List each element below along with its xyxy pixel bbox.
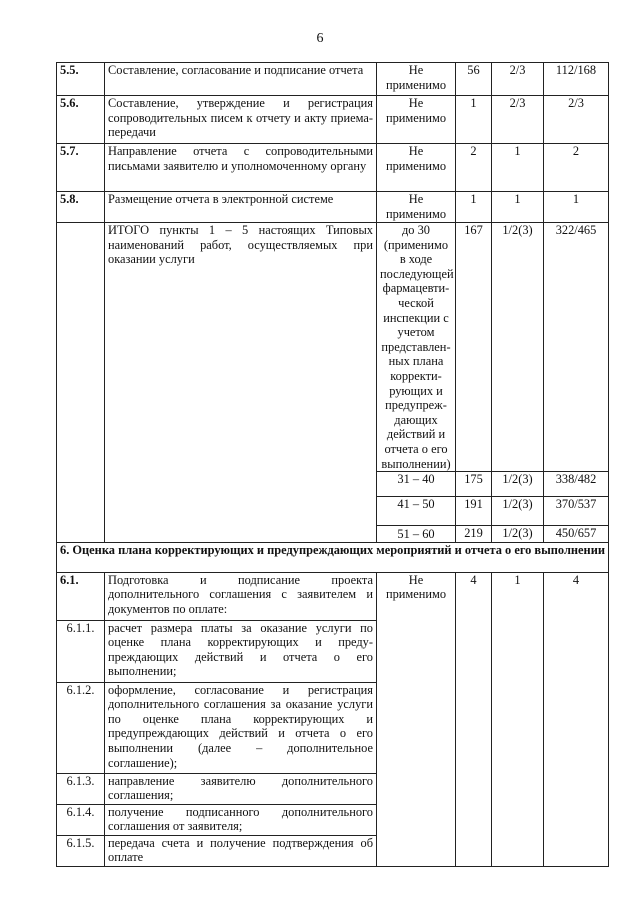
item-description: Размещение отчета в электронной системе xyxy=(105,192,377,223)
table-row xyxy=(57,96,609,144)
item-number: 5.7. xyxy=(57,144,105,192)
total-value-2: 1/2(3) xyxy=(492,526,544,543)
total-value-3: 370/537 xyxy=(544,497,609,526)
item-number: 6.1.2. xyxy=(57,682,105,773)
total-value-1: 191 xyxy=(456,497,492,526)
item-value-3: 2/3 xyxy=(544,96,609,144)
item-number: 6.1. xyxy=(57,572,105,620)
total-description: ИТОГО пункты 1 – 5 настоящих Типовых наименований работ, осуществляемых при оказании услуги xyxy=(105,223,377,543)
item-value-1: 4 xyxy=(456,572,492,866)
item-applicability: Не применимо xyxy=(377,63,456,96)
item-applicability: Не применимо xyxy=(377,192,456,223)
item-applicability: Не применимо xyxy=(377,144,456,192)
item-description: передача счета и получение подтверждения об оплате xyxy=(105,835,377,866)
total-row xyxy=(57,223,609,472)
item-value-3: 2 xyxy=(544,144,609,192)
item-description: направление заявителю дополнительного соглашения; xyxy=(105,773,377,804)
works-table xyxy=(56,62,609,867)
total-value-1: 175 xyxy=(456,472,492,497)
item-description: расчет размера платы за оказание услуги по оценке плана корректирующих и преду-преждающих действий и отчета о его выполнении; xyxy=(105,620,377,682)
item-number: 6.1.5. xyxy=(57,835,105,866)
page-number: 6 xyxy=(316,31,324,46)
table-row xyxy=(57,572,609,620)
total-number-cell xyxy=(57,223,105,543)
table-row xyxy=(57,144,609,192)
item-value-2: 2/3 xyxy=(492,96,544,144)
total-value-3: 322/465 xyxy=(544,223,609,472)
item-number: 5.8. xyxy=(57,192,105,223)
item-value-1: 1 xyxy=(456,192,492,223)
item-value-2: 1 xyxy=(492,572,544,866)
item-number: 6.1.3. xyxy=(57,773,105,804)
total-value-2: 1/2(3) xyxy=(492,497,544,526)
table-row xyxy=(57,192,609,223)
total-value-1: 219 xyxy=(456,526,492,543)
item-value-3: 4 xyxy=(544,572,609,866)
item-description: Составление, утверждение и регистрация сопроводительных писем к отчету и акту приема-передачи xyxy=(105,96,377,144)
item-number: 6.1.1. xyxy=(57,620,105,682)
item-value-2: 2/3 xyxy=(492,63,544,96)
item-value-2: 1 xyxy=(492,192,544,223)
item-value-1: 2 xyxy=(456,144,492,192)
table-row xyxy=(57,63,609,96)
item-value-2: 1 xyxy=(492,144,544,192)
item-applicability: Не применимо xyxy=(377,96,456,144)
item-description: получение подписанного дополнительного соглашения от заявителя; xyxy=(105,804,377,835)
item-number: 5.5. xyxy=(57,63,105,96)
item-value-3: 112/168 xyxy=(544,63,609,96)
item-number: 5.6. xyxy=(57,96,105,144)
total-value-3: 450/657 xyxy=(544,526,609,543)
item-description: Подготовка и подписание проекта дополнительного соглашения с заявителем и документов по оплате: xyxy=(105,572,377,620)
total-value-3: 338/482 xyxy=(544,472,609,497)
item-value-1: 56 xyxy=(456,63,492,96)
total-value-2: 1/2(3) xyxy=(492,223,544,472)
total-range: 41 – 50 xyxy=(377,497,456,526)
item-value-1: 1 xyxy=(456,96,492,144)
total-note: (применимо в ходе последующей фармацевти-ческой инспекции с учетом представлен-ных плана корректи-рующих и предупреж-дающих действий и отчета о его выполнении) xyxy=(380,237,454,471)
item-number: 6.1.4. xyxy=(57,804,105,835)
total-range: 31 – 40 xyxy=(377,472,456,497)
section-header-row xyxy=(57,542,609,572)
total-value-1: 167 xyxy=(456,223,492,472)
item-applicability: Не применимо xyxy=(377,572,456,866)
item-description: Составление, согласование и подписание отчета xyxy=(105,63,377,96)
item-description: Направление отчета с сопроводительными письмами заявителю и уполномоченному органу xyxy=(105,144,377,192)
total-value-2: 1/2(3) xyxy=(492,472,544,497)
section-title: 6. Оценка плана корректирующих и предупреждающих мероприятий и отчета о его выполнении xyxy=(57,542,609,572)
total-range-note xyxy=(377,223,456,472)
total-range: до 30 xyxy=(402,223,430,237)
total-range: 51 – 60 xyxy=(377,526,456,543)
item-value-3: 1 xyxy=(544,192,609,223)
item-description: оформление, согласование и регистрация дополнительного соглашения за оказание услуги по оценке плана корректирующих и предупреждающих действий и отчета о его выполнении (далее – дополнительное соглашение); xyxy=(105,682,377,773)
